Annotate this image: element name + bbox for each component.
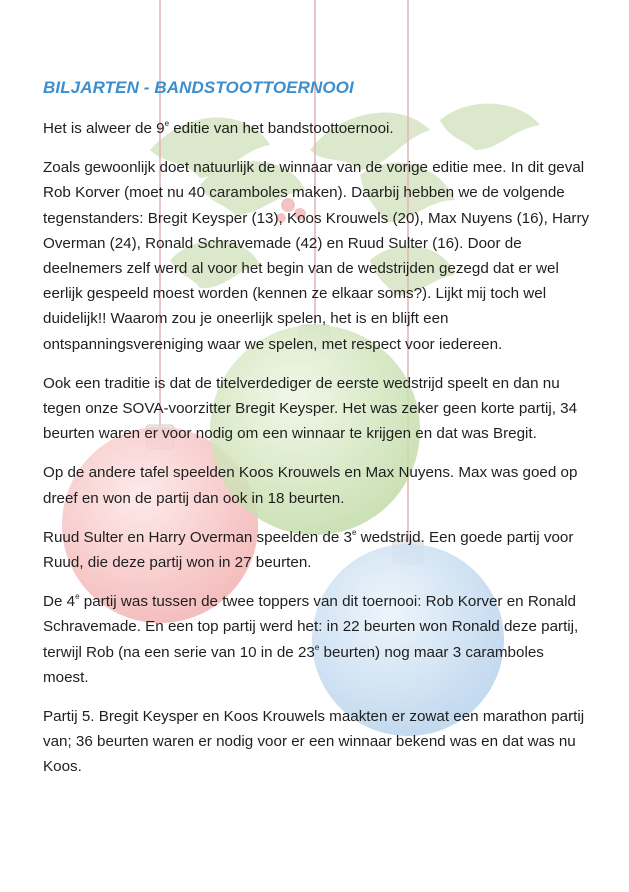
- paragraph-second-match: Op de andere tafel speelden Koos Krouwels en Max Nuyens. Max was goed op dreef en won de partij dan ook in 18 beurten.: [43, 464, 578, 507]
- paragraph-first-match: Ook een traditie is dat de titelverdediger de eerste wedstrijd speelt en dan nu tegen onze SOVA-voorzitter Bregit Keysper. Het was zeker geen korte partij, 34 beurten waren er voor nodig om een winnaar te krijgen en dat was Bregit.: [43, 374, 578, 443]
- document-content: [43, 76, 591, 794]
- superscript: e: [164, 119, 170, 128]
- text-run: beurten) nog maar 3 caramboles moest.: [43, 643, 544, 686]
- text-run: Het is alweer de 9: [43, 120, 165, 137]
- paragraph-third-match: [43, 525, 591, 575]
- superscript: e: [351, 527, 357, 537]
- text-run: De 4: [43, 593, 76, 611]
- paragraph-participants: Zoals gewoonlijk doet natuurlijk de winnaar van de vorige editie mee. In dit geval Rob Korver (moet nu 40 caramboles maken). Daarbij hebben we de volgende tegenstanders: Bregit Keysper (13), Koos Krouwels (20), Max Nuyens (16), Harry Overman (24), Ronald Schravemade (42) en Ruud Sulter (16). Door de deelnemers zelf werd al voor het begin van de wedstrijden gezegd dat er wel eerlijk gespeeld moest worden (kennen ze elkaar soms?). Lijkt mij toch wel duidelijk!! Waarom zou je oneerlijk spelen, het is en blijft een ontspanningsvereniging waar we spelen, met respect voor iedereen.: [43, 159, 590, 353]
- text-run: partij was tussen de twee toppers van dit toernooi: Rob Korver en Ronald Schravemade. En een top partij werd het: in 22 beurten won Ronald deze partij, terwijl Rob (na een serie van 10 in de 23: [43, 593, 579, 661]
- text-run: wedstrijd. Een goede partij voor Ruud, die deze partij won in 27 beurten.: [43, 528, 574, 572]
- paragraph-fourth-match: [43, 589, 591, 690]
- text-run: Ruud Sulter en Harry Overman speelden de 3: [43, 528, 352, 546]
- paragraph-fifth-match: Partij 5. Bregit Keysper en Koos Krouwels maakten er zowat een marathon partij van; 36 beurten waren er nodig voor er een winnaar bekend was en dat was nu Koos.: [43, 708, 585, 776]
- paragraph-edition: [43, 116, 591, 141]
- superscript: e: [75, 592, 80, 602]
- superscript: e: [314, 642, 320, 652]
- text-run: editie van het bandstoottoernooi.: [169, 120, 394, 137]
- article-title: BILJARTEN - BANDSTOOTTOERNOOI: [43, 78, 354, 97]
